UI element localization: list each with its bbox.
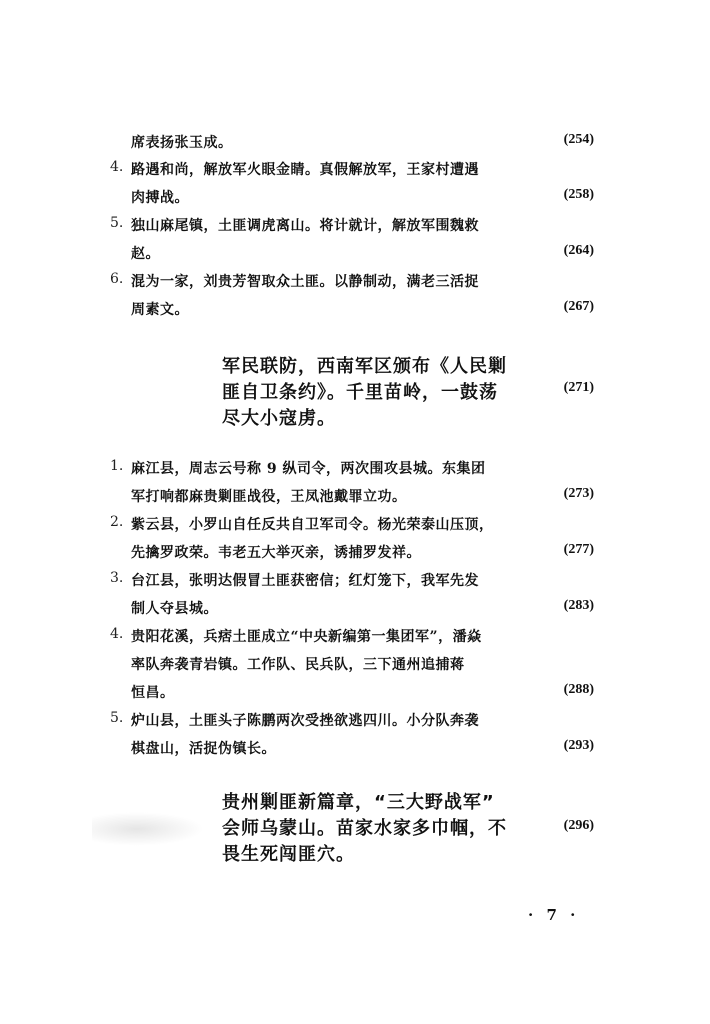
page-ref: (296) [563, 818, 594, 833]
entry-text-line: 棋盘山，活捉伪镇长。 [131, 741, 276, 757]
page-ref: (293) [563, 738, 594, 753]
entry-text-line: 周素文。 [131, 302, 189, 318]
page-ref: (264) [563, 243, 594, 258]
page-ref: (271) [563, 380, 594, 395]
page-ref: (283) [563, 598, 594, 613]
entry-text-line: 制人夺县城。 [131, 601, 218, 617]
entry-text-line: 率队奔袭青岩镇。工作队、民兵队，三下通州追捕蒋 [131, 657, 465, 673]
entry-text-line: 贵阳花溪，兵痞土匪成立“中央新编第一集团军”，潘焱 [131, 629, 482, 645]
section-title-line: 会师乌蒙山。苗家水家多巾帼，不 [222, 818, 507, 839]
section-title-line: 军民联防，西南军区颁布《人民剿 [222, 356, 507, 377]
entry-text-line: 混为一家，刘贵芳智取众土匪。以静制动，满老三活捉 [131, 274, 479, 290]
page-number: · 7 · [528, 906, 580, 924]
scan-smudge [92, 812, 204, 846]
entry-number: 2. [110, 514, 124, 530]
entry-text-line: 恒昌。 [131, 685, 175, 701]
entry-text-line: 炉山县，土匪头子陈鹏两次受挫欲逃四川。小分队奔袭 [131, 713, 479, 729]
page-ref: (258) [563, 187, 594, 202]
entry-number: 3. [110, 570, 124, 586]
page-ref: (273) [563, 486, 594, 501]
page-ref: (288) [563, 682, 594, 697]
entry-number: 4. [110, 626, 124, 642]
entry-number: 5. [110, 215, 124, 231]
entry-text-line: 先擒罗政荣。韦老五大举灭亲，诱捕罗发祥。 [131, 545, 421, 561]
entry-text-line: 麻江县，周志云号称 9 纵司令，两次围攻县城。东集团 [131, 461, 486, 477]
entry-number: 5. [110, 710, 124, 726]
page-ref: (277) [563, 542, 594, 557]
entry-number: 4. [110, 159, 124, 175]
page-ref: (267) [563, 299, 594, 314]
entry-text-line: 路遇和尚，解放军火眼金睛。真假解放军，王家村遭遇 [131, 162, 479, 178]
entry-text-line: 台江县，张明达假冒土匪获密信；红灯笼下，我军先发 [131, 573, 479, 589]
entry-text-line: 肉搏战。 [131, 190, 189, 206]
entry-text-line: 军打响都麻贵剿匪战役，王凤池戴罪立功。 [131, 489, 407, 505]
section-title-line: 贵州剿匪新篇章，“三大野战军” [222, 792, 495, 813]
entry-text-line: 紫云县，小罗山自任反共自卫军司令。杨光荣泰山压顶， [131, 517, 494, 533]
entry-number: 1. [110, 458, 124, 474]
entry-text-line: 独山麻尾镇，土匪调虎离山。将计就计，解放军围魏救 [131, 218, 479, 234]
entry-text-line: 赵。 [131, 246, 160, 262]
section-title-line: 尽大小寇虏。 [222, 408, 336, 429]
entry-number: 6. [110, 271, 124, 287]
entry-text-line: 席表扬张玉成。 [131, 135, 233, 151]
page-ref: (254) [563, 132, 594, 147]
section-title-line: 匪自卫条约》。千里苗岭，一鼓荡 [222, 382, 498, 403]
section-title-line: 畏生死闯匪穴。 [222, 844, 355, 865]
